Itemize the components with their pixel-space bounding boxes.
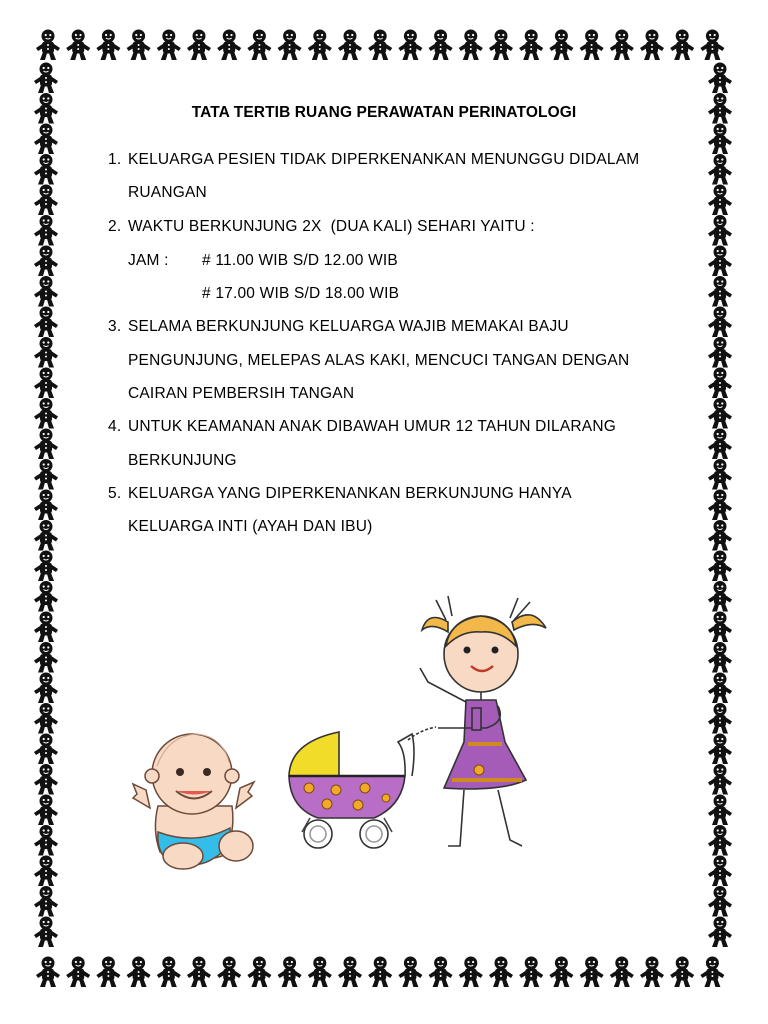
schedule-label: JAM : <box>128 252 169 269</box>
rule-4-line-1: UNTUK KEAMANAN ANAK DIBAWAH UMUR 12 TAHUN DILARANG <box>128 418 616 435</box>
rule-5-line-1: KELUARGA YANG DIPERKENANKAN BERKUNJUNG HANYA <box>128 485 572 502</box>
baby-illustration <box>133 734 254 869</box>
girl-illustration <box>420 596 546 846</box>
rule-2-line-1: WAKTU BERKUNJUNG 2X (DUA KALI) SEHARI YAITU : <box>128 218 535 235</box>
rule-5-line-2: KELUARGA INTI (AYAH DAN IBU) <box>128 518 373 535</box>
schedule-time-2: # 17.00 WIB S/D 18.00 WIB <box>202 285 400 302</box>
rule-1-line-2: RUANGAN <box>128 184 207 201</box>
rule-5-number: 5. <box>108 485 122 502</box>
rule-3-line-3: CAIRAN PEMBERSIH TANGAN <box>128 385 355 402</box>
schedule-time-1: # 11.00 WIB S/D 12.00 WIB <box>202 252 398 269</box>
rule-1-number: 1. <box>108 151 122 168</box>
rule-3-line-2: PENGUNJUNG, MELEPAS ALAS KAKI, MENCUCI TANGAN DENGAN <box>128 352 630 369</box>
rule-3-number: 3. <box>108 318 122 335</box>
rule-3-line-1: SELAMA BERKUNJUNG KELUARGA WAJIB MEMAKAI BAJU <box>128 318 569 335</box>
rule-1-line-1: KELUARGA PESIEN TIDAK DIPERKENANKAN MENUNGGU DIDALAM <box>128 151 640 168</box>
page-title: TATA TERTIB RUANG PERAWATAN PERINATOLOGI <box>191 104 577 121</box>
rule-2-number: 2. <box>108 218 122 235</box>
rule-4-number: 4. <box>108 418 122 435</box>
rule-4-line-2: BERKUNJUNG <box>128 452 237 469</box>
baby-carriage-illustration <box>289 727 436 848</box>
